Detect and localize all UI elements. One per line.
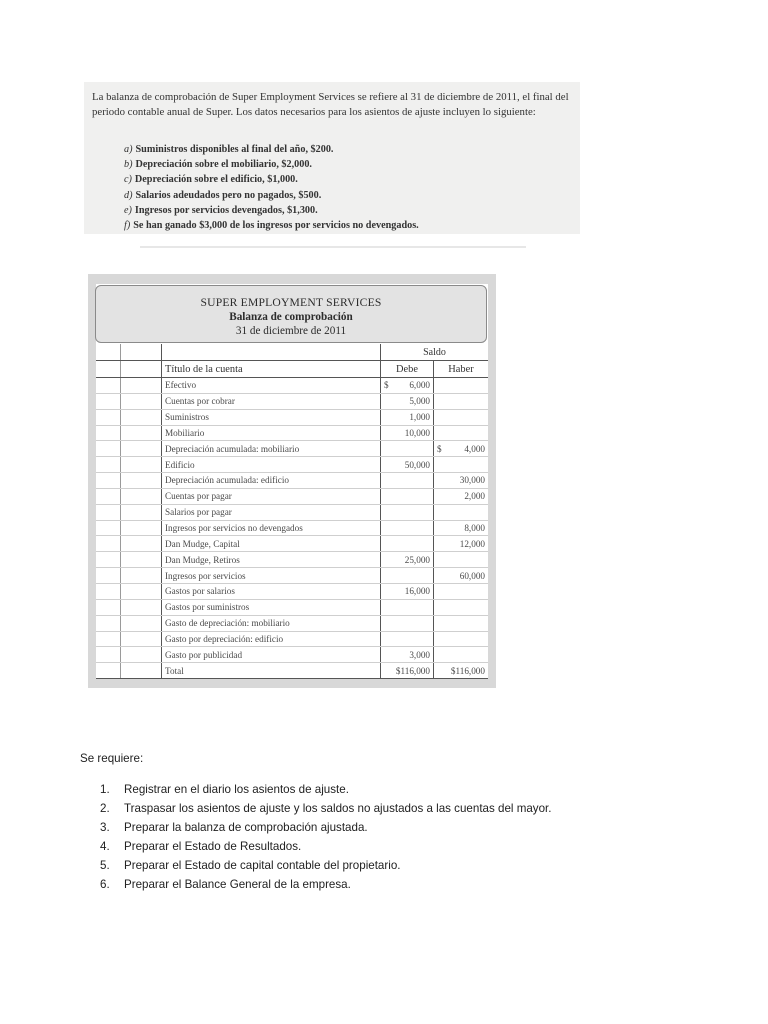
debit-amount: 16,000 xyxy=(381,583,434,599)
saldo-label: Saldo xyxy=(381,344,489,361)
debit-amount xyxy=(381,520,434,536)
account-name: Ingresos por servicios xyxy=(162,568,381,584)
account-row xyxy=(96,631,488,647)
requirement-item: 3. Preparar la balanza de comprobación ajustada. xyxy=(100,821,368,834)
requirement-item: 4. Preparar el Estado de Resultados. xyxy=(100,840,302,853)
account-column-header: Título de la cuenta xyxy=(162,361,381,378)
account-row xyxy=(96,568,488,584)
statement-date: 31 de diciembre de 2011 xyxy=(235,325,347,337)
debit-amount xyxy=(381,536,434,552)
credit-amount: $ 4,000 xyxy=(434,441,489,457)
account-row xyxy=(96,536,488,552)
account-name: Gasto por depreciación: edificio xyxy=(162,631,381,647)
divider xyxy=(140,246,526,248)
account-name: Depreciación acumulada: edificio xyxy=(162,473,381,489)
account-row xyxy=(96,488,488,504)
account-name: Efectivo xyxy=(162,378,381,394)
credit-amount xyxy=(434,457,489,473)
debit-column-header: Debe xyxy=(381,361,434,378)
debit-amount: 25,000 xyxy=(381,552,434,568)
requirement-item: 5. Preparar el Estado de capital contable del propietario. xyxy=(100,859,401,872)
account-name: Salarios por pagar xyxy=(162,504,381,520)
trial-balance-panel xyxy=(88,274,496,688)
adjustment-item: b) Depreciación sobre el mobiliario, $2,000. xyxy=(124,159,312,171)
credit-amount xyxy=(434,583,489,599)
adjustment-item: d) Salarios adeudados pero no pagados, $500. xyxy=(124,189,322,201)
account-row xyxy=(96,504,488,520)
total-label: Total xyxy=(162,663,381,679)
adjustment-item: c) Depreciación sobre el edificio, $1,000. xyxy=(124,174,298,186)
debit-amount xyxy=(381,568,434,584)
account-name: Gastos por salarios xyxy=(162,583,381,599)
company-name: SUPER EMPLOYMENT SERVICES xyxy=(200,296,382,309)
credit-column-header: Haber xyxy=(434,361,489,378)
account-row xyxy=(96,378,488,394)
account-name: Suministros xyxy=(162,409,381,425)
column-header-row xyxy=(96,361,488,378)
account-row xyxy=(96,393,488,409)
account-name: Gasto de depreciación: mobiliario xyxy=(162,615,381,631)
problem-intro: La balanza de comprobación de Super Employment Services se refiere al 31 de diciembre de 2011, el final del periodo contable anual de Super. Los datos necesarios para los asientos de ajuste incluyen lo siguiente: xyxy=(92,91,569,118)
account-row xyxy=(96,425,488,441)
adjustment-item: e) Ingresos por servicios devengados, $1,300. xyxy=(124,204,318,216)
problem-statement xyxy=(84,82,580,234)
account-row xyxy=(96,409,488,425)
account-row xyxy=(96,647,488,663)
credit-amount: 2,000 xyxy=(434,488,489,504)
debit-amount xyxy=(381,615,434,631)
account-name: Gastos por suministros xyxy=(162,599,381,615)
credit-amount xyxy=(434,409,489,425)
trial-balance-header xyxy=(95,285,487,343)
account-row xyxy=(96,457,488,473)
account-name: Cuentas por pagar xyxy=(162,488,381,504)
adjustment-item: a) Suministros disponibles al final del año, $200. xyxy=(124,144,334,155)
debit-amount xyxy=(381,441,434,457)
credit-amount xyxy=(434,615,489,631)
account-name: Depreciación acumulada: mobiliario xyxy=(162,441,381,457)
credit-amount xyxy=(434,647,489,663)
credit-amount: 12,000 xyxy=(434,536,489,552)
total-debit: $116,000 xyxy=(381,663,434,679)
requirement-item: 1. Registrar en el diario los asientos de ajuste. xyxy=(100,783,349,796)
debit-amount: 50,000 xyxy=(381,457,434,473)
credit-amount: 30,000 xyxy=(434,473,489,489)
debit-amount: 3,000 xyxy=(381,647,434,663)
credit-amount xyxy=(434,378,489,394)
requirements-list xyxy=(100,780,552,894)
account-name: Dan Mudge, Retiros xyxy=(162,552,381,568)
credit-amount: 8,000 xyxy=(434,520,489,536)
currency-sign: $ xyxy=(384,380,389,391)
account-name: Dan Mudge, Capital xyxy=(162,536,381,552)
credit-amount xyxy=(434,552,489,568)
account-row xyxy=(96,552,488,568)
debit-amount: 10,000 xyxy=(381,425,434,441)
credit-amount xyxy=(434,631,489,647)
total-credit: $116,000 xyxy=(434,663,489,679)
account-name: Gasto por publicidad xyxy=(162,647,381,663)
currency-sign: $ xyxy=(437,443,442,454)
credit-amount: 60,000 xyxy=(434,568,489,584)
account-row xyxy=(96,615,488,631)
account-name: Edificio xyxy=(162,457,381,473)
requirement-item: 6. Preparar el Balance General de la empresa. xyxy=(100,878,351,891)
credit-amount xyxy=(434,393,489,409)
debit-amount: 1,000 xyxy=(381,409,434,425)
debit-amount: $ 6,000 xyxy=(381,378,434,394)
account-row xyxy=(96,441,488,457)
credit-amount xyxy=(434,504,489,520)
account-row xyxy=(96,473,488,489)
debit-amount xyxy=(381,473,434,489)
account-name: Ingresos por servicios no devengados xyxy=(162,520,381,536)
credit-amount xyxy=(434,599,489,615)
saldo-header-row xyxy=(96,344,488,361)
account-name: Mobiliario xyxy=(162,425,381,441)
adjustment-item: f) Se han ganado $3,000 de los ingresos por servicios no devengados. xyxy=(124,220,419,232)
account-row xyxy=(96,520,488,536)
debit-amount xyxy=(381,504,434,520)
account-row xyxy=(96,583,488,599)
credit-amount xyxy=(434,425,489,441)
statement-title: Balanza de comprobación xyxy=(229,311,353,323)
account-row xyxy=(96,599,488,615)
debit-amount xyxy=(381,631,434,647)
account-name: Cuentas por cobrar xyxy=(162,393,381,409)
debit-amount xyxy=(381,599,434,615)
debit-amount xyxy=(381,488,434,504)
total-row xyxy=(96,663,488,679)
requirements-heading: Se requiere: xyxy=(80,752,144,765)
adjustment-data-list xyxy=(124,142,419,233)
requirement-item: 2. Traspasar los asientos de ajuste y los saldos no ajustados a las cuentas del mayor. xyxy=(100,802,552,815)
trial-balance-table xyxy=(96,344,488,679)
debit-amount: 5,000 xyxy=(381,393,434,409)
